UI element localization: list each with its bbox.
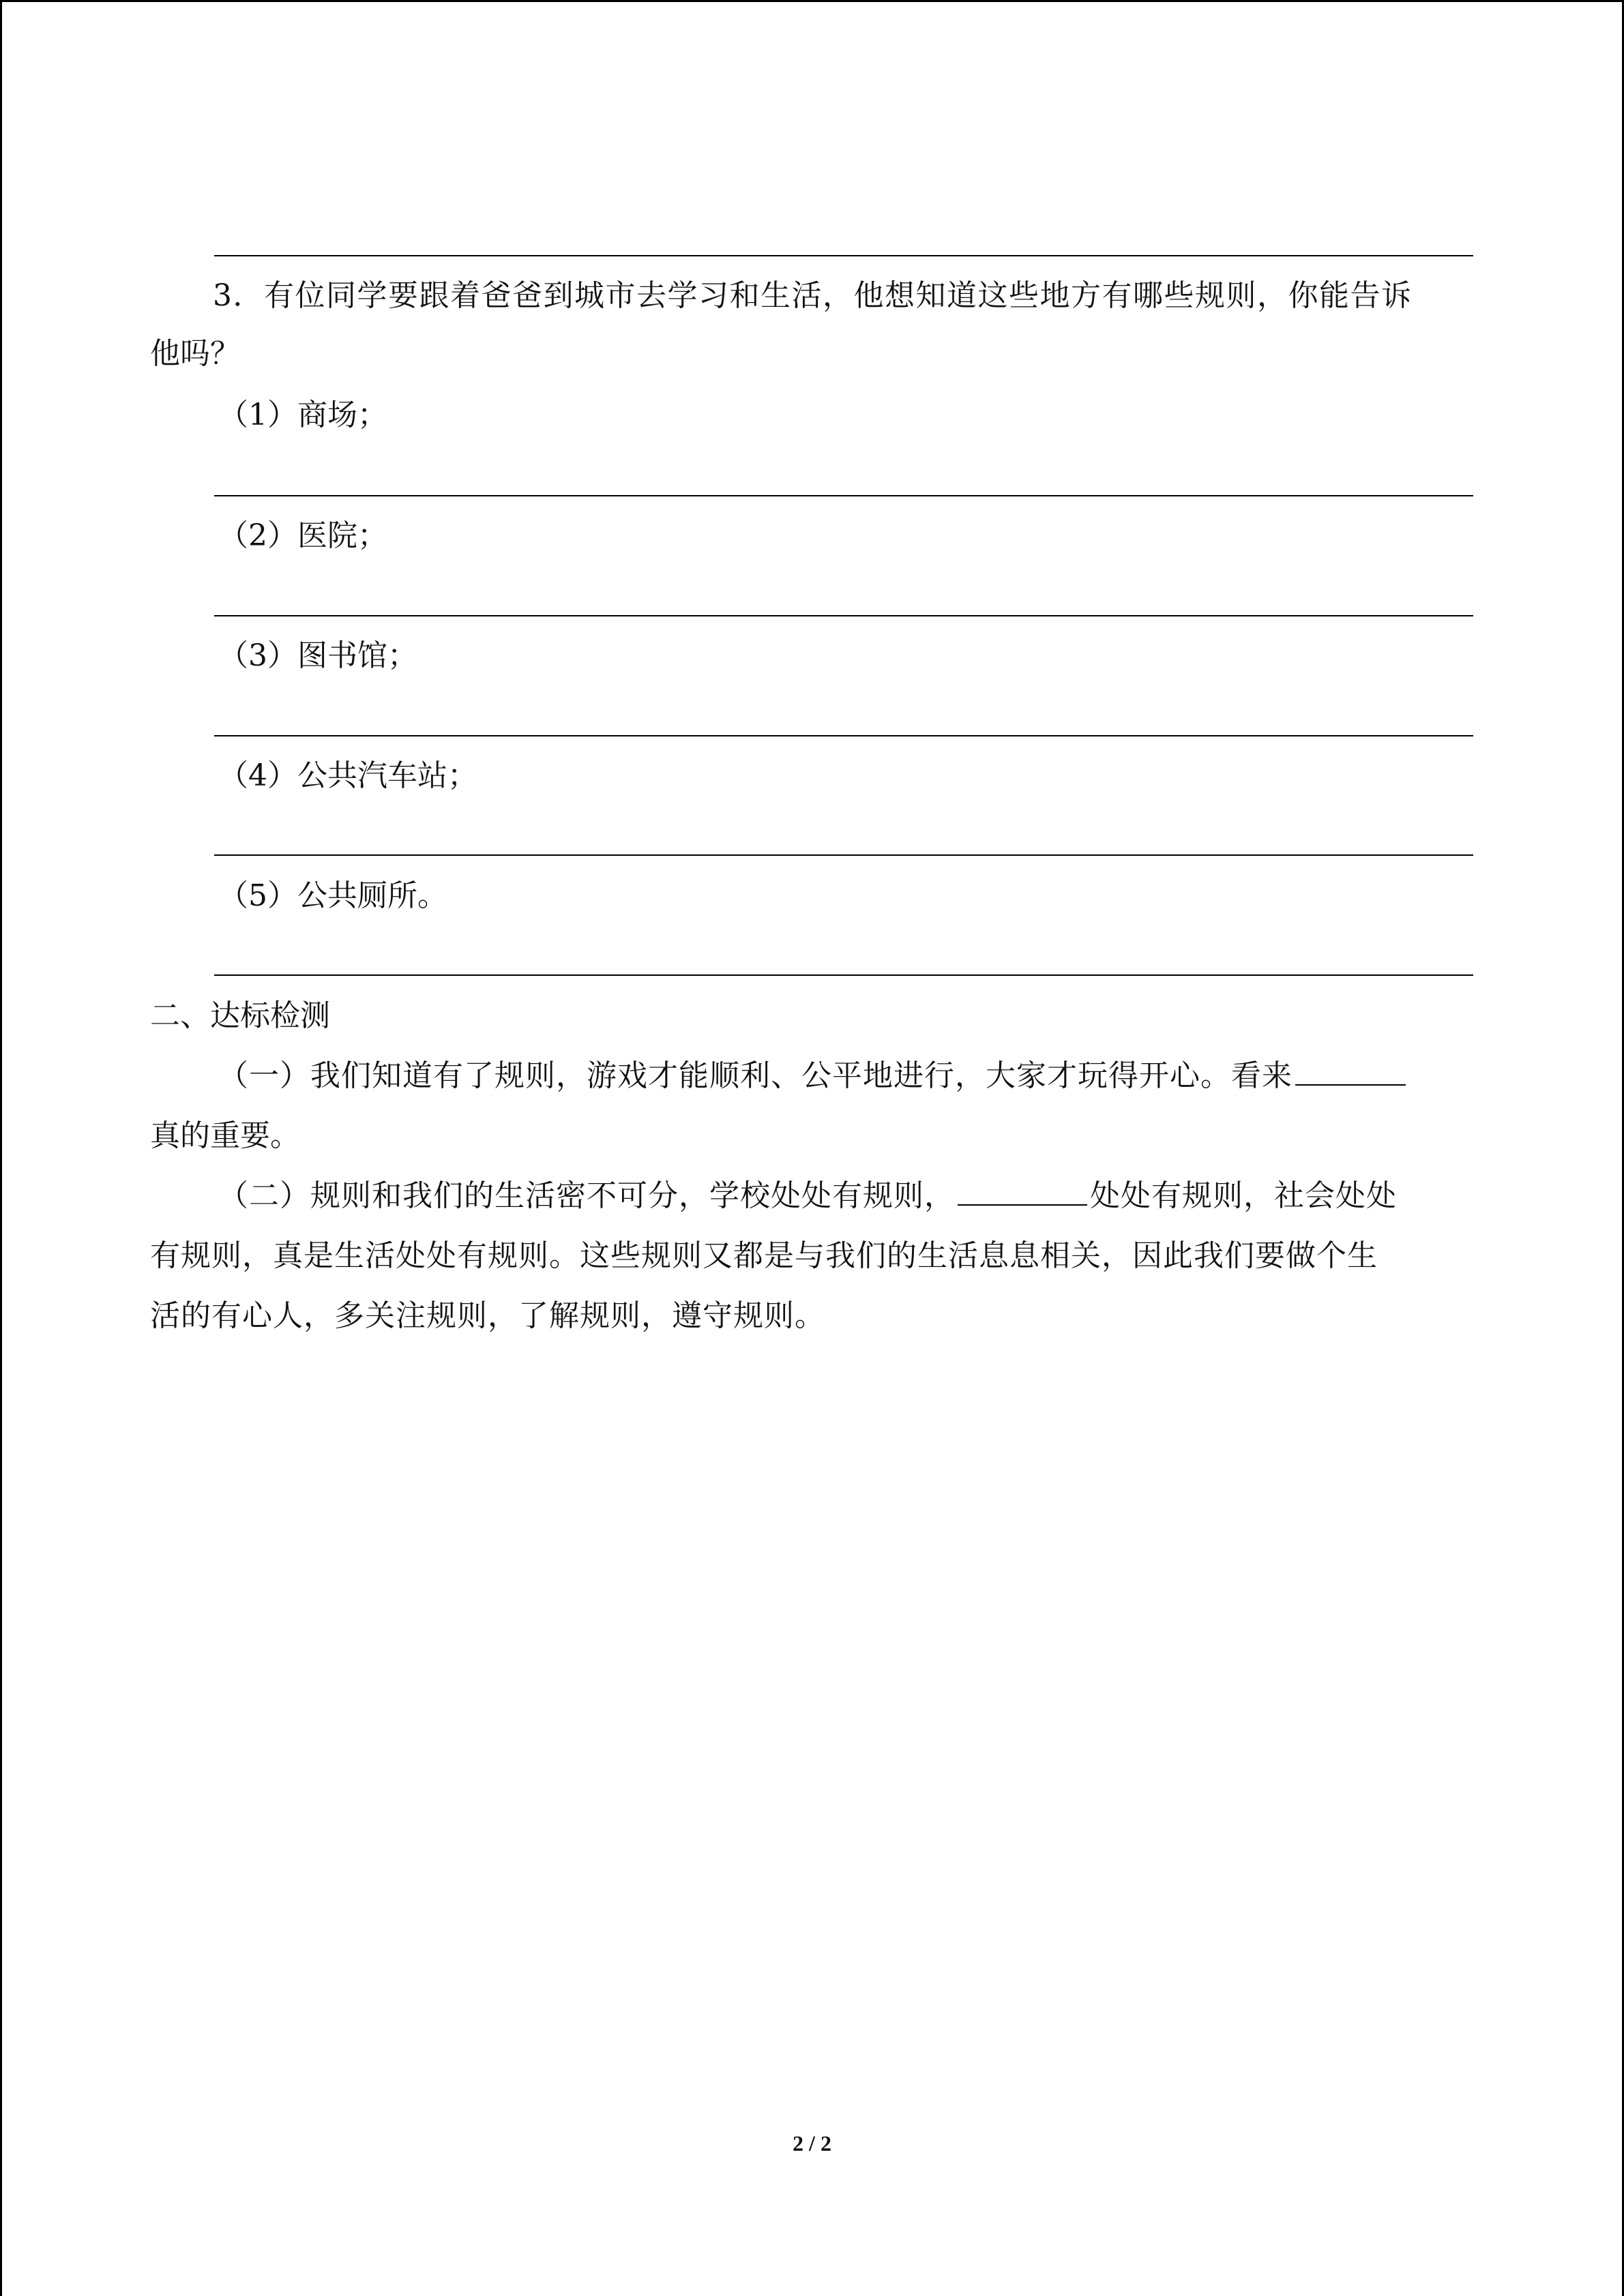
paragraph2-line2: 有规则，真是生活处处有规则。这些规则又都是与我们的生活息息相关，因此我们要做个生 <box>150 1238 1378 1273</box>
paragraph1-line1 <box>218 1046 1408 1106</box>
paragraph1-line2: 真的重要。 <box>150 1118 300 1153</box>
section-heading: 二、达标检测 <box>150 998 330 1033</box>
paragraph2-line1 <box>218 1166 1397 1226</box>
answer-line-hospital <box>214 615 1473 616</box>
question3-line2: 他吗？ <box>150 336 240 371</box>
paragraph2-line3: 活的有心人，多关注规则，了解规则，遵守规则。 <box>150 1298 825 1333</box>
item-bus-stop: （4）公共汽车站； <box>218 758 477 793</box>
item-library: （3）图书馆； <box>218 638 417 673</box>
paragraph1-text: （一）我们知道有了规则，游戏才能顺利、公平地进行，大家才玩得开心。看来 <box>218 1058 1293 1093</box>
page-number: 2 / 2 <box>793 2131 831 2156</box>
item-mall: （1）商场； <box>218 398 387 432</box>
fill-blank-2[interactable] <box>958 1174 1087 1206</box>
item-hospital: （2）医院； <box>218 518 387 553</box>
answer-line-public-toilet <box>214 974 1473 976</box>
item-public-toilet: （5）公共厕所。 <box>218 878 447 913</box>
paragraph2-text-b: 处处有规则，社会处处 <box>1090 1178 1397 1213</box>
answer-line-mall <box>214 495 1473 496</box>
paragraph2-text-a: （二）规则和我们的生活密不可分，学校处处有规则， <box>218 1178 955 1213</box>
answer-line-bus-stop <box>214 854 1473 856</box>
question3-line1: 3．有位同学要跟着爸爸到城市去学习和生活，他想知道这些地方有哪些规则，你能告诉 <box>213 278 1413 313</box>
fill-blank-1[interactable] <box>1295 1054 1406 1086</box>
answer-line <box>214 255 1473 256</box>
answer-line-library <box>214 735 1473 736</box>
